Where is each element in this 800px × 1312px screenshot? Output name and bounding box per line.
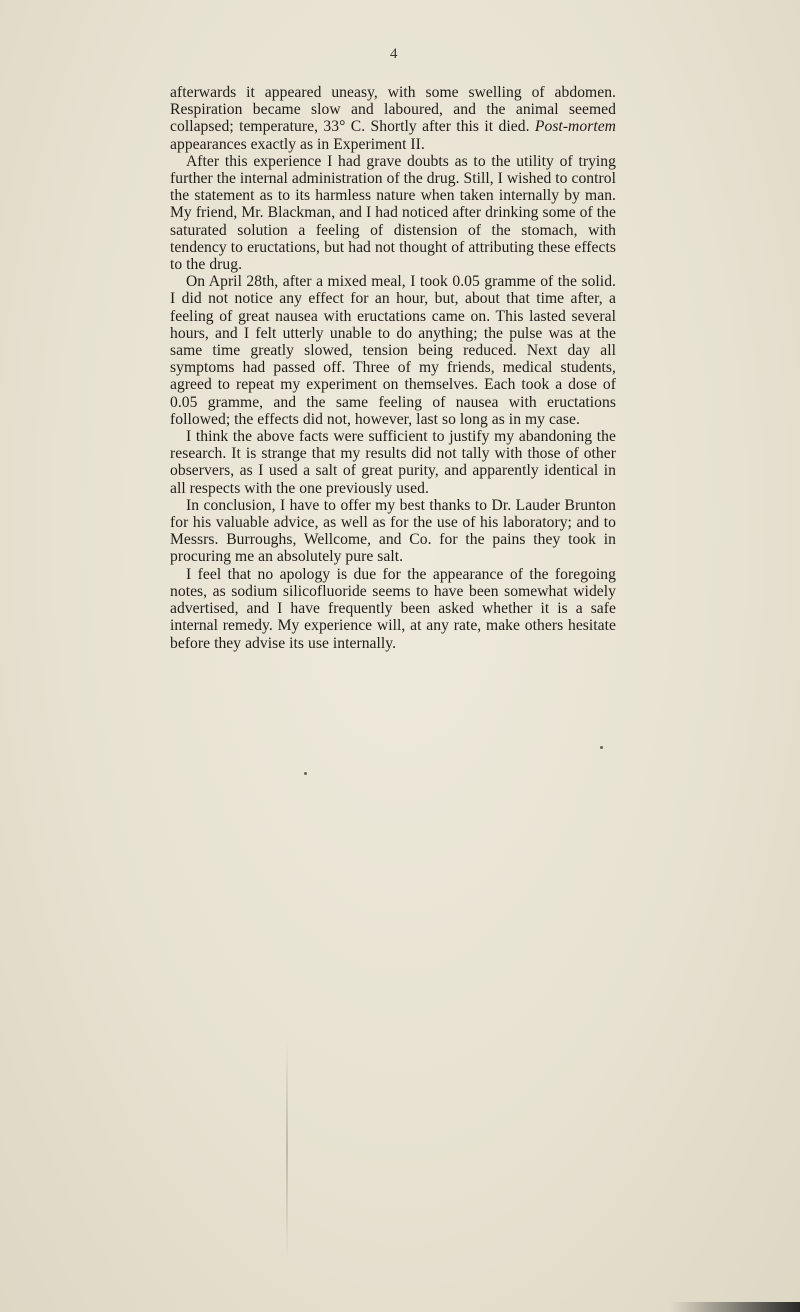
page-edge-shadow	[670, 1302, 800, 1312]
body-text	[170, 84, 616, 652]
paragraph-5: In conclusion, I have to offer my best thanks to Dr. Lauder Brunton for his valuable advice, as well as for the use of his laboratory; and to Messrs. Burroughs, Wellcome, and Co. for the pains they took in procuring me an absolutely pure salt.	[170, 496, 616, 566]
paragraph-1-after: appearances exactly as in Experiment II.	[170, 135, 425, 153]
paper-crease	[286, 1040, 288, 1260]
paragraph-1	[170, 84, 616, 153]
paragraph-2: After this experience I had grave doubts as to the utility of trying further the internal administration of the drug. Still, I wished to control the statement as to its harmless nature when taken internally by man. My friend, Mr. Blackman, and I had noticed after drinking some of the saturated solution a feeling of distension of the stomach, with tendency to eructations, but had not thought of attributing these effects to the drug.	[170, 152, 616, 274]
paragraph-1-text: afterwards it appeared uneasy, with some swelling of abdomen. Respiration became slow and laboured, and the animal seemed collapsed; temperature, 33° C. Shortly after this it died.	[170, 84, 616, 136]
ink-speck	[600, 746, 603, 749]
paragraph-6: I feel that no apology is due for the appearance of the foregoing notes, as sodium silicofluoride seems to have been somewhat widely advertised, and I have frequently been asked whether it is a safe internal remedy. My experience will, at any rate, make others hesitate before they advise its use internally.	[170, 565, 616, 652]
paragraph-1-italic: Post-mortem	[534, 118, 616, 136]
paragraph-3: On April 28th, after a mixed meal, I took 0.05 gramme of the solid. I did not notice any effect for an hour, but, about that time after, a feeling of great nausea with eructations came on. This lasted several hours, and I felt utterly unable to do anything; the pulse was at the same time greatly slowed, tension being reduced. Next day all symptoms had passed off. Three of my friends, medical students, agreed to repeat my experiment on themselves. Each took a dose of 0.05 gramme, and the same feeling of nausea with eructations followed; the effects did not, however, last so long as in my case.	[170, 273, 616, 428]
paragraph-4: I think the above facts were sufficient to justify my abandoning the research. It is strange that my results did not tally with those of other observers, as I used a salt of great purity, and apparently identical in all respects with the one previously used.	[170, 428, 616, 497]
page-number: 4	[390, 46, 398, 62]
ink-speck	[304, 772, 307, 775]
